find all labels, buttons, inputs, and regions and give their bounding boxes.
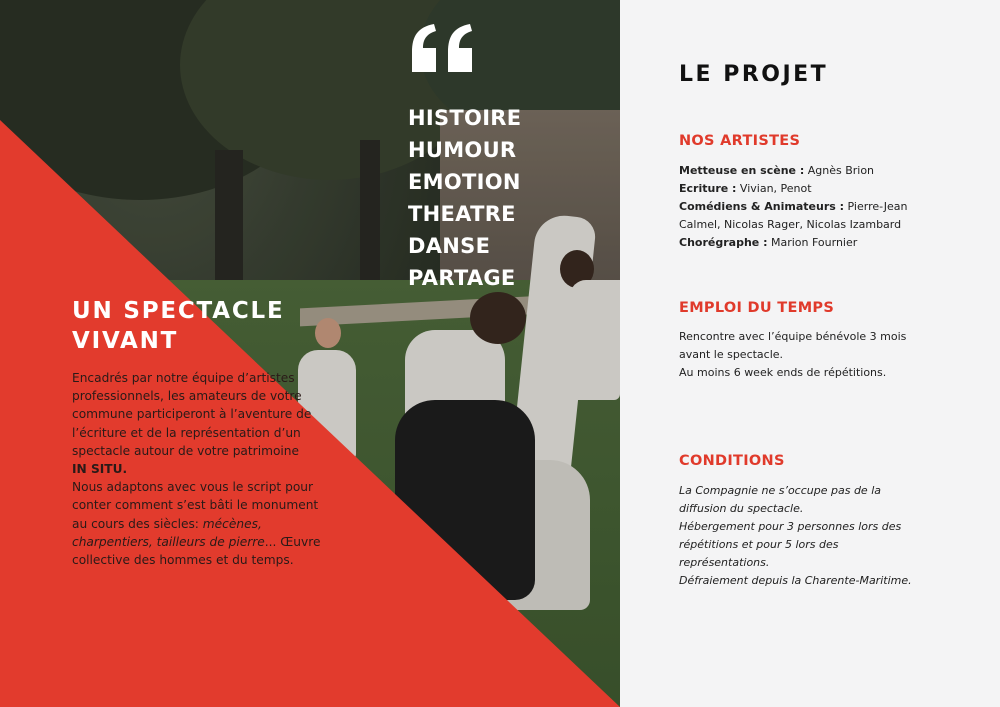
keyword: EMOTION (408, 170, 521, 194)
conditions-heading: CONDITIONS (679, 453, 785, 469)
conditions-text (679, 482, 919, 590)
project-title: LE PROJET (679, 62, 829, 87)
condition-line: Défraiement depuis la Charente-Maritime. (679, 574, 912, 587)
crafts-italic: mécènes, charpentiers, tailleurs de pierre (72, 516, 265, 549)
schedule-heading: EMPLOI DU TEMPS (679, 300, 835, 316)
keyword: DANSE (408, 234, 491, 258)
keyword: THEATRE (408, 202, 516, 226)
keyword: HISTOIRE (408, 106, 522, 130)
closing-text: ... Œuvre collective des hommes et du temps. (72, 534, 321, 568)
schedule-line: Rencontre avec l’équipe bénévole 3 mois avant le spectacle. (679, 330, 907, 361)
project-panel (620, 0, 1000, 707)
artist-row (679, 198, 919, 234)
adapt-paragraph (72, 478, 322, 569)
artists-list (679, 162, 919, 252)
condition-line: Hébergement pour 3 personnes lors des répétitions et pour 5 lors des représentations. (679, 520, 902, 569)
schedule-line: Au moins 6 week ends de répétitions. (679, 366, 887, 379)
artist-row (679, 234, 919, 252)
artist-name: Marion Fournier (767, 236, 858, 249)
spectacle-description (72, 369, 322, 569)
artist-name: Agnès Brion (804, 164, 875, 177)
keyword-list (408, 102, 521, 294)
schedule-text (679, 328, 919, 382)
in-situ-label: IN SITU. (72, 462, 128, 477)
artist-role: Chorégraphe : (679, 236, 768, 249)
condition-line: La Compagnie ne s’occupe pas de la diffusion du spectacle. (679, 484, 881, 515)
artists-heading: NOS ARTISTES (679, 133, 801, 149)
adapt-text: Nous adaptons avec vous le script pour conter comment s’est bâti le monument au cours des siècles: (72, 480, 319, 531)
artist-role: Comédiens & Animateurs : (679, 200, 845, 213)
quote-mark-icon (408, 22, 476, 74)
intro-paragraph: Encadrés par notre équipe d’artistes professionnels, les amateurs de votre commune participeront à l’aventure de l’écriture et de la représentation d’un spectacle autour de votre patrimoine (72, 371, 312, 458)
keyword: PARTAGE (408, 266, 516, 290)
spectacle-title (72, 296, 372, 356)
artist-name: Pierre-Jean Calmel, Nicolas Rager, Nicolas Izambard (679, 200, 908, 231)
artist-name: Vivian, Penot (736, 182, 812, 195)
artist-row (679, 180, 919, 198)
artist-role: Ecriture : (679, 182, 737, 195)
keyword: HUMOUR (408, 138, 517, 162)
title-line: UN SPECTACLE (72, 298, 285, 324)
artist-row (679, 162, 919, 180)
artist-role: Metteuse en scène : (679, 164, 805, 177)
title-line: VIVANT (72, 328, 179, 354)
